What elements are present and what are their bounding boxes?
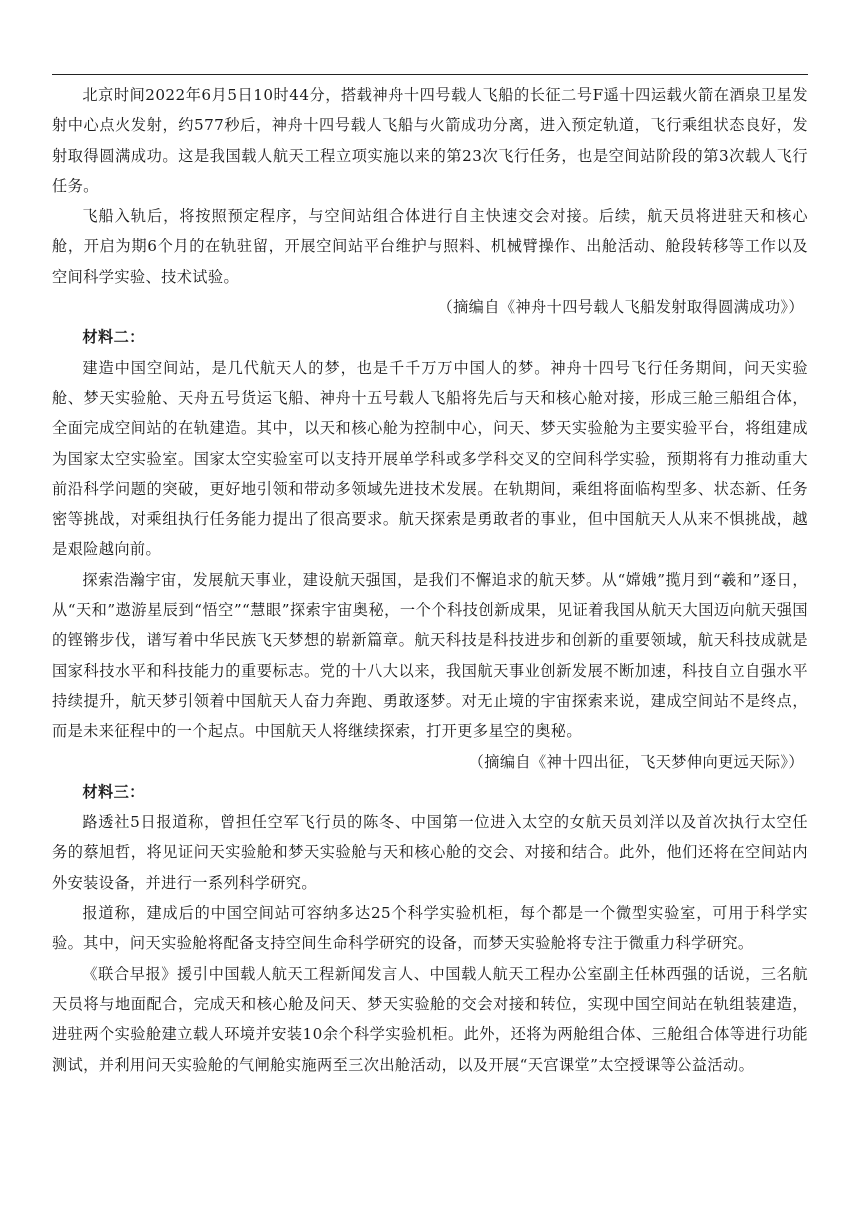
- paragraph-2: 飞船入轨后，将按照预定程序，与空间站组合体进行自主快速交会对接。后续，航天员将进驻天和核心舱，开启为期6个月的在轨驻留，开展空间站平台维护与照料、机械臂操作、出舱活动、舱段转移等工作以及空间科学实验、技术试验。: [52, 207, 808, 286]
- paragraph-6: 报道称，建成后的中国空间站可容纳多达25个科学实验机柜，每个都是一个微型实验室，可用于科学实验。其中，问天实验舱将配备支持空间生命科学研究的设备，而梦天实验舱将专注于微重力科学研究。: [52, 904, 808, 953]
- top-rule: [52, 74, 808, 75]
- source-citation-2: （摘编自《神十四出征，飞天梦伸向更远天际》）: [468, 752, 804, 771]
- paragraph-4: 探索浩瀚宇宙，发展航天事业，建设航天强国，是我们不懈追求的航天梦。从“嫦娥”揽月到“羲和”逐日，从“天和”遨游星辰到“悟空”“慧眼”探索宇宙奥秘，一个个科技创新成果，见证着我国从航天大国迈向航天强国的铿锵步伐，谱写着中华民族飞天梦想的崭新篇章。航天科技是科技进步和创新的重要领域，航天科技成就是国家科技水平和科技能力的重要标志。党的十八大以来，我国航天事业创新发展不断加速，科技自立自强水平持续提升，航天梦引领着中国航天人奋力奔跑、勇敢逐梦。对无止境的宇宙探索来说，建成空间站不是终点，而是未来征程中的一个起点。中国航天人将继续探索，打开更多星空的奥秘。: [52, 570, 808, 741]
- paragraph-5: 路透社5日报道称，曾担任空军飞行员的陈冬、中国第一位进入太空的女航天员刘洋以及首次执行太空任务的蔡旭哲，将见证问天实验舱和梦天实验舱与天和核心舱的交会、对接和结合。此外，他们还将在空间站内外安装设备，并进行一系列科学研究。: [52, 813, 808, 892]
- section-heading-material-2: 材料二：: [82, 328, 145, 347]
- paragraph-3: 建造中国空间站，是几代航天人的梦，也是千千万万中国人的梦。神舟十四号飞行任务期间，问天实验舱、梦天实验舱、天舟五号货运飞船、神舟十五号载人飞船将先后与天和核心舱对接，形成三舱三船组合体，全面完成空间站的在轨建造。其中，以天和核心舱为控制中心，问天、梦天实验舱为主要实验平台，将组建成为国家太空实验室。国家太空实验室可以支持开展单学科或多学科交叉的空间科学实验，预期将有力推动重大前沿科学问题的突破，更好地引领和带动多领域先进技术发展。在轨期间，乘组将面临构型多、状态新、任务密等挑战，对乘组执行任务能力提出了很高要求。航天探索是勇敢者的事业，但中国航天人从来不惧挑战，越是艰险越向前。: [52, 358, 808, 559]
- section-heading-material-3: 材料三：: [82, 782, 145, 801]
- source-citation-1: （摘编自《神舟十四号载人飞船发射取得圆满成功》）: [437, 298, 804, 317]
- paragraph-7: 《联合早报》援引中国载人航天工程新闻发言人、中国载人航天工程办公室副主任林西强的话说，三名航天员将与地面配合，完成天和核心舱及问天、梦天实验舱的交会对接和转位，实现中国空间站在轨组装建造，进驻两个实验舱建立载人环境并安装10余个科学实验机柜。此外，还将为两舱组合体、三舱组合体等进行功能测试，并利用问天实验舱的气闸舱实施两至三次出舱活动，以及开展“天宫课堂”太空授课等公益活动。: [52, 964, 808, 1074]
- document-body: [52, 80, 808, 1080]
- paragraph-1: 北京时间2022年6月5日10时44分，搭载神舟十四号载人飞船的长征二号F遥十四运载火箭在酒泉卫星发射中心点火发射，约577秒后，神舟十四号载人飞船与火箭成功分离，进入预定轨道，飞行乘组状态良好，发射取得圆满成功。这是我国载人航天工程立项实施以来的第23次飞行任务，也是空间站阶段的第3次载人飞行任务。: [52, 86, 808, 195]
